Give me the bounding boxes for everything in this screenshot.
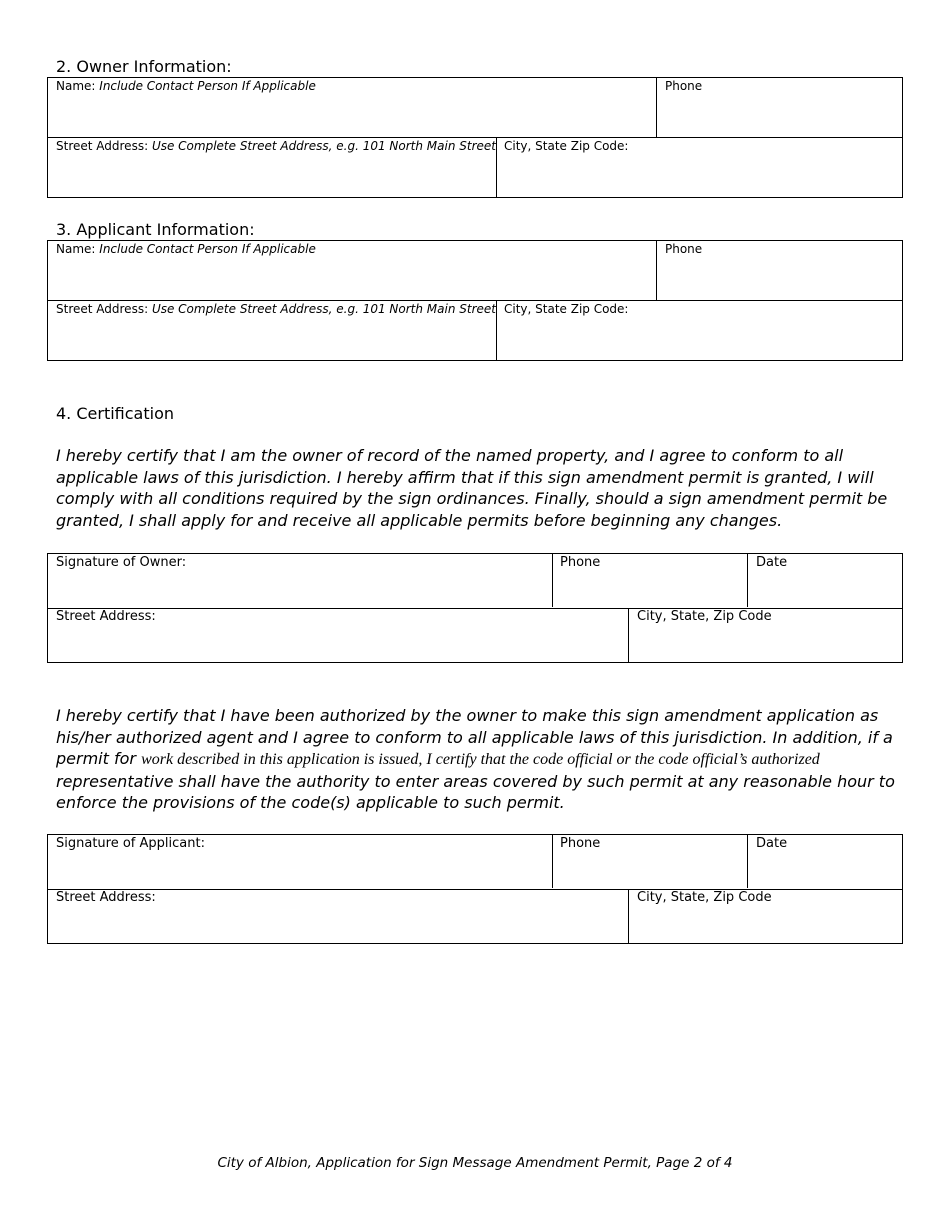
owner-street-field[interactable] (56, 139, 496, 153)
owner-city-field[interactable] (504, 139, 628, 153)
owner-sig-date-field[interactable] (756, 556, 787, 570)
owner-sig-city-field[interactable] (637, 610, 772, 624)
applicant-sig-street-city-divider (628, 890, 629, 943)
owner-name-phone-divider (656, 78, 657, 137)
applicant-street-label: Street Address: (56, 302, 149, 316)
applicant-signature-field[interactable] (56, 837, 205, 851)
applicant-info-heading: 3. Applicant Information: (56, 220, 255, 239)
applicant-sig-date-label: Date (756, 836, 788, 851)
certification-heading: 4. Certification (56, 404, 174, 423)
applicant-sig-phone-label: Phone (560, 836, 601, 851)
applicant-city-label: City, State Zip Code: (504, 302, 629, 316)
applicant-sig-phone-divider (552, 835, 553, 888)
owner-phone-label: Phone (665, 79, 703, 93)
owner-sig-street-field[interactable] (56, 610, 156, 624)
owner-sig-date-divider (747, 554, 748, 607)
applicant-signature-label: Signature of Applicant: (56, 836, 205, 851)
owner-sig-phone-field[interactable] (560, 556, 600, 570)
applicant-sig-street-label: Street Address: (56, 890, 156, 905)
owner-street-hint: Use Complete Street Address, e.g. 101 North Main Street (151, 139, 496, 153)
owner-certification-statement: I hereby certify that I am the owner of record of the named property, and I agree to conform to all applicable laws of this jurisdiction. I hereby affirm that if this sign amendment permit is granted, I will comply with all conditions required by the sign ordinances. Finally, should a sign amendment permit be granted, I shall apply for and receive all applicable permits before beginning any changes. (56, 446, 888, 530)
applicant-statement-part1: I hereby certify that I have been authorized by the owner to make this sign amendment application as his/her authorized agent and I agree to conform to all applicable laws of this jurisdiction. In addition, if a permit for (56, 706, 893, 768)
applicant-phone-field[interactable] (665, 242, 702, 256)
owner-info-table (47, 77, 903, 198)
owner-sig-street-city-divider (628, 609, 629, 662)
owner-sig-date-label: Date (756, 555, 788, 570)
applicant-sig-city-label: City, State, Zip Code (637, 890, 772, 905)
applicant-name-label: Name: (56, 242, 96, 256)
applicant-name-hint: Include Contact Person If Applicable (99, 242, 316, 256)
owner-signature-field[interactable] (56, 556, 186, 570)
applicant-sig-street-field[interactable] (56, 891, 156, 905)
owner-name-field[interactable] (56, 79, 316, 93)
applicant-certification-statement (56, 705, 896, 814)
applicant-sig-city-field[interactable] (637, 891, 772, 905)
applicant-info-table (47, 240, 903, 361)
applicant-street-city-divider (496, 301, 497, 360)
owner-name-label: Name: (56, 79, 96, 93)
owner-sig-city-label: City, State, Zip Code (637, 609, 772, 624)
owner-name-hint: Include Contact Person If Applicable (99, 79, 316, 93)
applicant-sig-phone-field[interactable] (560, 837, 600, 851)
owner-row-divider (48, 137, 902, 138)
owner-sig-row-divider (48, 608, 902, 609)
owner-street-city-divider (496, 138, 497, 197)
applicant-street-field[interactable] (56, 302, 496, 316)
owner-signature-table (47, 553, 903, 663)
applicant-name-phone-divider (656, 241, 657, 300)
applicant-city-field[interactable] (504, 302, 628, 316)
owner-sig-phone-label: Phone (560, 555, 601, 570)
applicant-phone-label: Phone (665, 242, 703, 256)
applicant-statement-part2: work described in this application is issued, I certify that the code official or the code official’s authorized (141, 751, 820, 768)
owner-signature-label: Signature of Owner: (56, 555, 187, 570)
applicant-sig-row-divider (48, 889, 902, 890)
applicant-sig-date-divider (747, 835, 748, 888)
owner-street-label: Street Address: (56, 139, 149, 153)
applicant-signature-table (47, 834, 903, 944)
owner-sig-street-label: Street Address: (56, 609, 156, 624)
owner-phone-field[interactable] (665, 79, 702, 93)
applicant-row-divider (48, 300, 902, 301)
applicant-street-hint: Use Complete Street Address, e.g. 101 North Main Street (151, 302, 496, 316)
owner-info-heading: 2. Owner Information: (56, 57, 232, 76)
applicant-statement-part3: representative shall have the authority to enter areas covered by such permit at any reasonable hour to enforce the provisions of the code(s) applicable to such permit. (56, 771, 895, 812)
applicant-name-field[interactable] (56, 242, 316, 256)
applicant-sig-date-field[interactable] (756, 837, 787, 851)
owner-city-label: City, State Zip Code: (504, 139, 629, 153)
page-footer: City of Albion, Application for Sign Message Amendment Permit, Page 2 of 4 (217, 1155, 733, 1171)
owner-sig-phone-divider (552, 554, 553, 607)
